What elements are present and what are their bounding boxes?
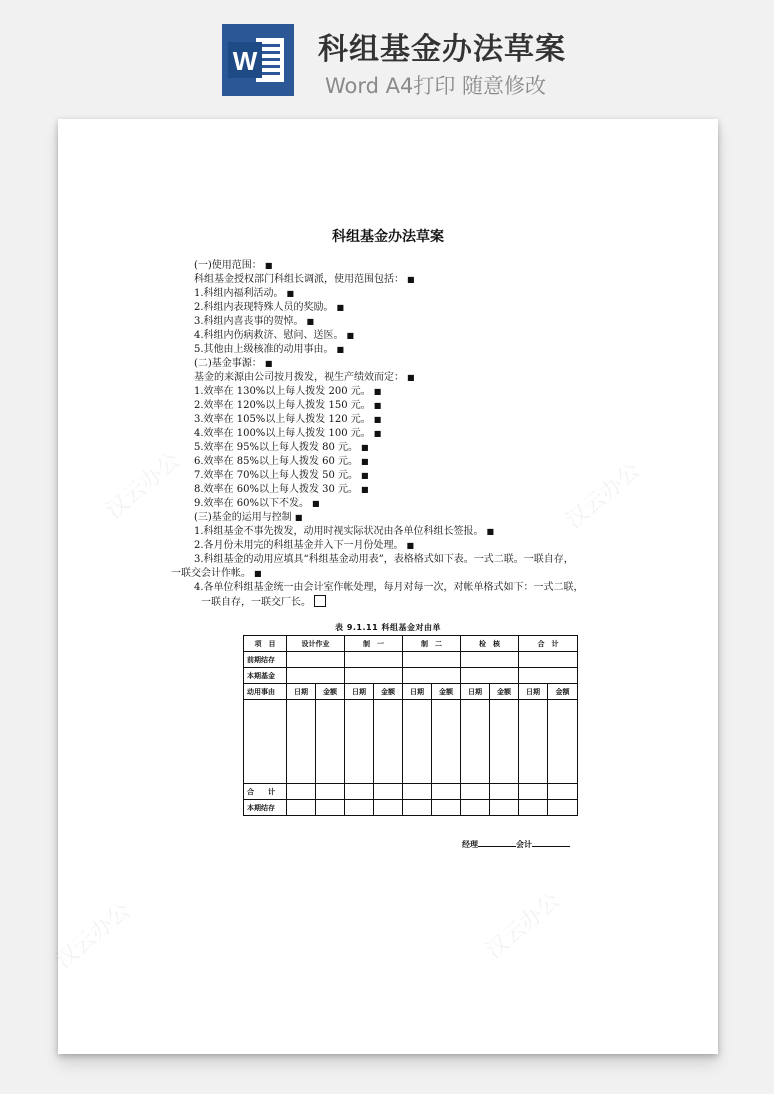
- body-line: 8.效率在 60%以上每人拨发 30 元。 ■: [194, 484, 369, 495]
- table-cell: 合 计: [519, 636, 578, 652]
- watermark: 汉云办公: [51, 898, 136, 974]
- header-title: 科组基金办法草案: [318, 32, 566, 67]
- manager-blank: [478, 838, 516, 847]
- row-label: 合 计: [244, 784, 287, 800]
- table-caption: 表 9.1.11 科组基金对由单: [335, 623, 441, 632]
- body-line: 4.科组内伤病救济、慰问、送医。 ■: [194, 330, 355, 341]
- body-line: (一)使用范围： ■: [194, 260, 273, 271]
- table-cell: 金额: [432, 684, 461, 700]
- watermark: 汉云办公: [561, 458, 646, 534]
- table-header-row: [244, 636, 578, 652]
- body-line: 1.科组内福利活动。 ■: [194, 288, 295, 299]
- body-line: 5.其他由上级核准的动用事由。 ■: [194, 344, 345, 355]
- table-row: [244, 668, 578, 684]
- row-label: 动用事由: [244, 684, 287, 700]
- table-row: [244, 700, 578, 784]
- table-cell: 日期: [461, 684, 490, 700]
- table-subheader-row: [244, 684, 578, 700]
- body-line: (二)基金事源： ■: [194, 358, 273, 369]
- header: [0, 0, 774, 118]
- manager-label: 经理: [462, 840, 478, 849]
- table-row: [244, 652, 578, 668]
- table-cell: 设计作业: [287, 636, 345, 652]
- body-line: 5.效率在 95%以上每人拨发 80 元。 ■: [194, 442, 369, 453]
- table-cell: 日期: [345, 684, 374, 700]
- document-page: [51, 119, 718, 1054]
- body-line: 6.效率在 85%以上每人拨发 60 元。 ■: [194, 456, 369, 467]
- table-cell: 检 核: [461, 636, 519, 652]
- table-cell: 制 二: [403, 636, 461, 652]
- body-line: 3.科组内喜丧事的贺悼。 ■: [194, 316, 315, 327]
- watermark: 汉云办公: [481, 888, 566, 964]
- body-line: 7.效率在 70%以上每人拨发 50 元。 ■: [194, 470, 369, 481]
- row-label: 本期结存: [244, 800, 287, 816]
- body-line: 4.效率在 100%以上每人拨发 100 元。 ■: [194, 428, 382, 439]
- table-row: [244, 784, 578, 800]
- document-title: 科组基金办法草案: [332, 229, 444, 245]
- table-cell: 金额: [316, 684, 345, 700]
- fund-table: [243, 635, 578, 816]
- row-label: 前期结存: [244, 652, 287, 668]
- accountant-blank: [532, 838, 570, 847]
- body-line: 2.科组内表现特殊人员的奖励。 ■: [194, 302, 345, 313]
- body-line: 1.效率在 130%以上每人拨发 200 元。 ■: [194, 386, 382, 397]
- body-line: 3.科组基金的动用应填具“科组基金动用表”，表格格式如下表。一式二联。一联自存，: [194, 554, 574, 565]
- checkbox-icon: [314, 595, 326, 607]
- word-icon-letter: W: [232, 46, 258, 76]
- body-line: 2.效率在 120%以上每人拨发 150 元。 ■: [194, 400, 382, 411]
- table-row: [244, 800, 578, 816]
- table-cell: 金额: [548, 684, 578, 700]
- table-cell: 日期: [287, 684, 316, 700]
- body-line: 一联交会计作帐。 ■: [171, 568, 262, 579]
- body-line: 1.科组基金不事先拨发，动用时视实际状况由各单位科组长签报。 ■: [194, 526, 495, 537]
- body-line: 4.各单位科组基金统一由会计室作帐处理，每月对每一次，对帐单格式如下：一式二联，: [194, 582, 584, 593]
- body-line: 科组基金授权部门科组长调派，使用范围包括： ■: [194, 274, 415, 285]
- body-line: 3.效率在 105%以上每人拨发 120 元。 ■: [194, 414, 382, 425]
- header-subtitle: Word A4打印 随意修改: [325, 74, 547, 98]
- row-label: 本期基金: [244, 668, 287, 684]
- body-line: (三)基金的运用与控制 ■: [194, 512, 303, 523]
- table-cell: 制 一: [345, 636, 403, 652]
- word-icon: [222, 24, 294, 96]
- body-line: 基金的来源由公司按月拨发，视生产绩效而定： ■: [194, 372, 415, 383]
- table-cell: 日期: [519, 684, 548, 700]
- accountant-label: 会计: [516, 840, 532, 849]
- watermark: 汉云办公: [101, 448, 186, 524]
- body-line: 2.各月份未用完的科组基金并入下一月份处理。 ■: [194, 540, 415, 551]
- body-line: 9.效率在 60%以下不发。 ■: [194, 498, 320, 509]
- table-cell: 金额: [374, 684, 403, 700]
- table-cell: 日期: [403, 684, 432, 700]
- table-cell: 项 目: [244, 636, 287, 652]
- table-cell: 金额: [490, 684, 519, 700]
- body-line: 一联自存，一联交厂长。: [201, 595, 326, 610]
- signature-line: [462, 838, 570, 850]
